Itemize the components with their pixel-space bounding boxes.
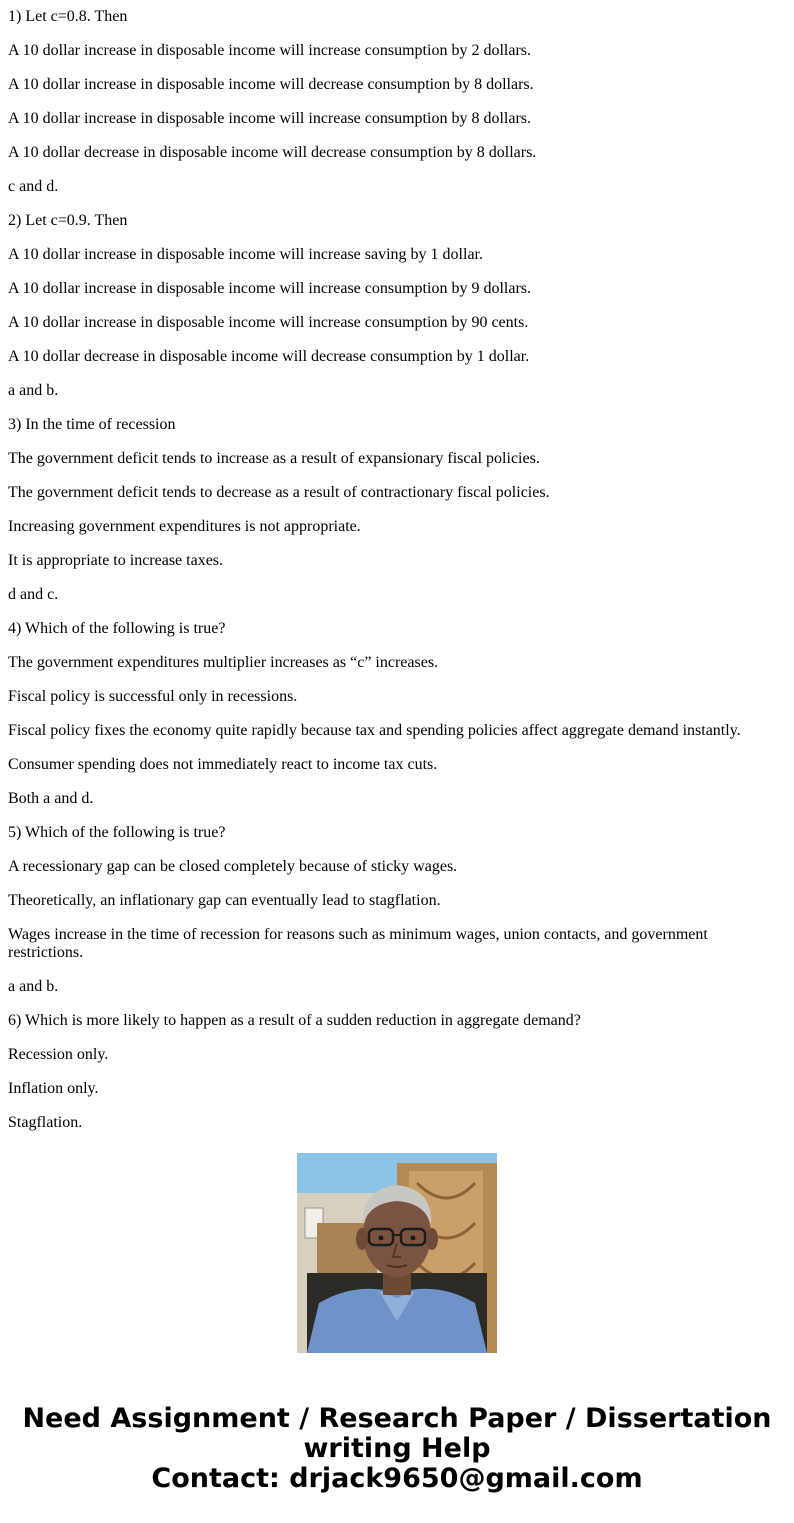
answer-option: Wages increase in the time of recession for reasons such as minimum wages, union contacts, and government restrictions. <box>8 926 708 961</box>
answer-option: A 10 dollar increase in disposable income will increase consumption by 8 dollars. <box>8 110 531 127</box>
answer-option: c and d. <box>8 178 59 195</box>
promo-contact: Contact: drjack9650@gmail.com <box>151 1463 643 1494</box>
answer-option: Inflation only. <box>8 1080 99 1097</box>
question-document <box>8 0 768 1131</box>
answer-option: A recessionary gap can be closed completely because of sticky wages. <box>8 858 458 875</box>
answer-option: Both a and d. <box>8 790 94 807</box>
answer-option: a and b. <box>8 978 59 995</box>
question-stem: 2) Let c=0.9. Then <box>8 212 128 229</box>
question-stem: 6) Which is more likely to happen as a result of a sudden reduction in aggregate demand? <box>8 1012 581 1029</box>
question-stem: 4) Which of the following is true? <box>8 620 226 637</box>
promo-headline: Need Assignment / Research Paper / Dissertation <box>22 1403 772 1434</box>
answer-option: A 10 dollar increase in disposable income will increase consumption by 2 dollars. <box>8 42 531 59</box>
answer-option: Stagflation. <box>8 1114 83 1131</box>
answer-option: Recession only. <box>8 1046 109 1063</box>
answer-option: The government deficit tends to increase as a result of expansionary fiscal policies. <box>8 450 540 467</box>
answer-option: A 10 dollar increase in disposable income will decrease consumption by 8 dollars. <box>8 76 534 93</box>
answer-option: A 10 dollar increase in disposable income will increase consumption by 90 cents. <box>8 314 529 331</box>
answer-option: A 10 dollar increase in disposable income will increase consumption by 9 dollars. <box>8 280 531 297</box>
answer-option: The government deficit tends to decrease as a result of contractionary fiscal policies. <box>8 484 550 501</box>
promo-banner <box>0 1404 794 1494</box>
answer-option: Fiscal policy is successful only in recessions. <box>8 688 298 705</box>
answer-option: A 10 dollar increase in disposable income will increase saving by 1 dollar. <box>8 246 483 263</box>
answer-option: a and b. <box>8 382 59 399</box>
answer-option: A 10 dollar decrease in disposable income will decrease consumption by 1 dollar. <box>8 348 530 365</box>
answer-option: Fiscal policy fixes the economy quite rapidly because tax and spending policies affect aggregate demand instantly. <box>8 722 741 739</box>
portrait-image <box>297 1153 497 1353</box>
answer-option: It is appropriate to increase taxes. <box>8 552 224 569</box>
promo-subheadline: writing Help <box>303 1433 491 1464</box>
answer-option: The government expenditures multiplier increases as “c” increases. <box>8 654 439 671</box>
author-photo <box>297 1153 497 1353</box>
answer-option: d and c. <box>8 586 59 603</box>
question-stem: 5) Which of the following is true? <box>8 824 226 841</box>
answer-option: Consumer spending does not immediately react to income tax cuts. <box>8 756 438 773</box>
question-stem: 3) In the time of recession <box>8 416 176 433</box>
answer-option: Increasing government expenditures is not appropriate. <box>8 518 361 535</box>
answer-option: A 10 dollar decrease in disposable income will decrease consumption by 8 dollars. <box>8 144 537 161</box>
answer-option: Theoretically, an inflationary gap can eventually lead to stagflation. <box>8 892 441 909</box>
question-stem: 1) Let c=0.8. Then <box>8 8 128 25</box>
